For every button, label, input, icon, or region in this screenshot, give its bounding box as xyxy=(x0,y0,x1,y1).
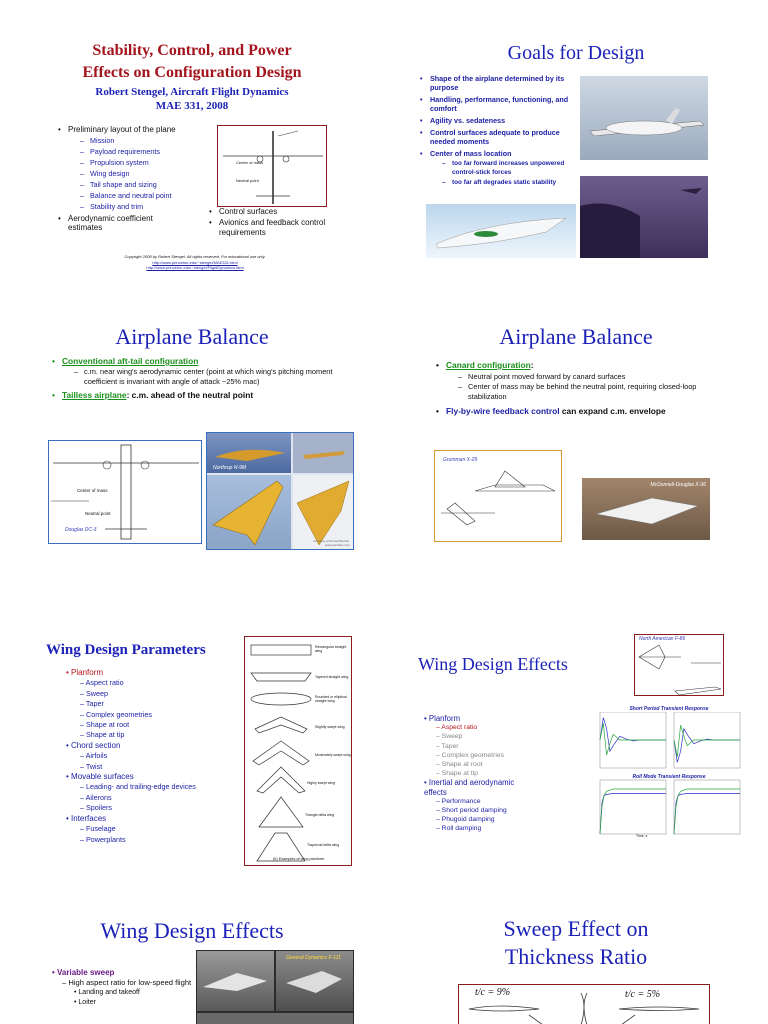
sub-item: – Short period damping xyxy=(436,807,507,815)
thickness-figure xyxy=(458,984,710,1024)
sub-item: – Shape at root xyxy=(80,720,130,730)
tailless-link[interactable]: Tailless airplane xyxy=(62,390,127,400)
n9m-far xyxy=(293,433,354,473)
group-subs xyxy=(66,782,242,813)
bullet: • Preliminary layout of the plane – Mission – Payload requirements – Propulsion system – Wing design – Tail shape and sizing – Balance and neutral point – Stability and trim xyxy=(58,125,218,212)
sub-item: – c.m. near wing's aerodynamic center (point at which wing's pitching moment coefficient is invariant with angle of attack ~25% mac) xyxy=(74,367,352,387)
sub-item: – Neutral point moved forward by canard surfaces xyxy=(458,372,736,382)
wing-label: Moderately swept wing xyxy=(315,753,351,757)
slide-2-sub-list xyxy=(442,160,574,188)
slide-7 xyxy=(0,910,384,1024)
f111-photo-1 xyxy=(197,951,274,1011)
sub-item: – Taper xyxy=(80,699,104,709)
center-of-mass-label: Center of mass xyxy=(77,488,108,493)
slide-7-list xyxy=(52,968,192,1008)
sub-item: – Payload requirements xyxy=(80,146,218,157)
sub-item: – Sweep xyxy=(80,688,108,698)
tc-5-label: t/c = 5% xyxy=(625,989,661,1000)
sub-item: – Airfoils xyxy=(80,751,108,761)
x29-drawing xyxy=(435,451,562,542)
slide-3-sub-list xyxy=(74,367,352,387)
sub-item: – Shape at tip xyxy=(436,770,478,778)
n9m-photo-2 xyxy=(293,433,354,473)
slide-1-course: MAE 331, 2008 xyxy=(155,100,229,112)
n9m-photo-3 xyxy=(207,475,291,550)
slide-4-sub-list xyxy=(458,372,736,402)
slide-4-bullets xyxy=(436,360,736,417)
transient-response-charts xyxy=(594,712,744,842)
fig-label-center-of-mass: Center of mass xyxy=(236,160,264,165)
link-2[interactable]: http://www.princeton.edu/~stengel/FlightDynamics.html xyxy=(146,265,244,270)
slide-4 xyxy=(384,312,768,596)
bullet: • Canard configuration: – Neutral point moved forward by canard surfaces – Center of mass may be behind the neutral point, requiring closed-loop stabilization xyxy=(436,360,736,402)
slide-1-right-bullets xyxy=(209,207,349,238)
wing-label: Slightly swept wing xyxy=(315,725,345,729)
dc3-caption: Douglas DC-3 xyxy=(65,527,97,533)
group-chord xyxy=(66,741,242,772)
wing-label: Trapezoid delta wing xyxy=(307,843,340,847)
sub-item: – Shape at root xyxy=(436,761,483,769)
planform-subs xyxy=(424,723,594,778)
bullet: • Control surfaces adequate to produce needed moments xyxy=(420,128,574,146)
sub-item: – Tail shape and sizing xyxy=(80,179,218,190)
slide-6 xyxy=(384,626,768,910)
conventional-link[interactable]: Conventional aft-tail configuration xyxy=(62,356,199,366)
photo-credit: Courtesy of Ahmad Brohan, www.aerofiles.com xyxy=(313,539,350,547)
sub-sub-item: • Loiter xyxy=(74,999,96,1006)
x36-photo xyxy=(582,478,710,540)
wing-label: Triangle delta wing xyxy=(305,813,335,817)
bullet: • Center of mass location – too far forward increases unpowered control-stick forces – too far aft degrades static stability xyxy=(420,149,574,188)
sub-item: – Complex geometries xyxy=(436,751,505,759)
group-movable xyxy=(66,772,242,814)
slide-7-title: Wing Design Effects xyxy=(100,918,284,943)
group-planform xyxy=(66,668,242,741)
slide-8 xyxy=(384,910,768,1024)
group-subs xyxy=(66,751,242,772)
slide-3 xyxy=(0,312,384,596)
sub-item: – too far forward increases unpowered control-stick forces xyxy=(442,160,574,177)
wing-label: Tapered straight wing xyxy=(315,675,349,679)
sub-item: – Complex geometries xyxy=(80,709,152,719)
group-label: • Planform xyxy=(66,668,104,677)
planform-figure xyxy=(244,636,352,866)
sub-item: – Spoilers xyxy=(80,803,112,813)
bullet xyxy=(52,356,352,387)
slide-2 xyxy=(384,28,768,312)
slide-8-title-line-2: Thickness Ratio xyxy=(504,944,648,969)
global-hawk-photo xyxy=(580,76,708,160)
x36-caption: McDonnell-Douglas X-36 xyxy=(650,482,706,488)
sub-item: – too far aft degrades static stability xyxy=(442,179,574,188)
group-label: • Interfaces xyxy=(66,813,107,823)
chart-title-short-period: Short Period Transient Response xyxy=(629,706,709,712)
neutral-point-label: Neutral point xyxy=(85,511,111,516)
group-subs xyxy=(66,678,242,740)
slide-5 xyxy=(0,626,384,910)
n9m-top xyxy=(207,475,291,550)
wing-label: Rectangular straight wing xyxy=(315,645,347,653)
planform-shapes xyxy=(245,637,352,866)
bullet: • Avionics and feedback control requirements xyxy=(209,218,349,238)
sub-item: – Wing design xyxy=(80,168,218,179)
sub-item: – Powerplants xyxy=(80,834,126,844)
x29-figure xyxy=(434,450,562,542)
dc3-figure xyxy=(48,440,202,544)
slide-1 xyxy=(0,28,384,312)
sub-item: – Sweep xyxy=(436,733,463,741)
slide-1-title-line-2: Effects on Configuration Design xyxy=(82,64,302,81)
f86-caption: North American F-86 xyxy=(639,636,686,642)
f86-drawing xyxy=(635,635,724,696)
bullet: • Agility vs. sedateness xyxy=(420,116,574,125)
x-plane-photo xyxy=(426,204,576,258)
wing-label: Rounded or elliptical straight wing xyxy=(315,695,347,703)
jet-drawing xyxy=(426,204,576,258)
f111-photos xyxy=(196,950,354,1024)
sub-item: – Ailerons xyxy=(80,792,112,802)
dc3-drawing xyxy=(218,126,327,207)
slide-2-bullets xyxy=(420,74,574,188)
canard-link[interactable]: Canard configuration xyxy=(446,360,531,370)
sub-item: – Propulsion system xyxy=(80,157,218,168)
bullet: • Control surfaces xyxy=(209,207,349,217)
sub-item: – Center of mass may be behind the neutral point, requiring closed-loop stabilization xyxy=(458,382,736,402)
sub-item: – Fuselage xyxy=(80,824,116,834)
sub-item: – Roll damping xyxy=(436,825,482,833)
sub-item: – Aspect ratio xyxy=(80,678,124,688)
sub-item: – High aspect ratio for low-speed flight xyxy=(62,978,192,987)
copyright: Copyright 2008 by Robert Stengel. All rights reserved. For educational use only. xyxy=(124,254,266,259)
slide-3-title: Airplane Balance xyxy=(115,324,269,349)
sub-item: – Shape at tip xyxy=(80,730,125,740)
f111-spread xyxy=(197,951,274,1011)
sub-sub-item: • Landing and takeoff xyxy=(74,989,140,996)
bullet-planform: • Planform xyxy=(424,714,461,723)
dc3-diagram xyxy=(217,125,327,207)
sub-item: – Twist xyxy=(80,761,103,771)
x29-caption: Grumman X-29 xyxy=(443,457,478,463)
group-label: • Chord section xyxy=(66,740,121,750)
slide-8-title-line-1: Sweep Effect on xyxy=(503,916,649,941)
bullet: • Tailless airplane: c.m. ahead of the neutral point xyxy=(52,390,352,400)
slide-2-title: Goals for Design xyxy=(507,42,645,64)
group-interfaces xyxy=(66,814,242,845)
chart-frame xyxy=(674,780,740,834)
747-photo xyxy=(580,176,708,258)
bullet-effects: • Inertial and aerodynamic effects xyxy=(424,778,515,797)
chart-title-roll: Roll Mode Transient Response xyxy=(632,774,706,780)
sub-item: – Mission xyxy=(80,135,218,146)
sub-item: – Taper xyxy=(436,742,459,750)
flying-wing-photos xyxy=(206,432,354,550)
time-axis-label: Time, s xyxy=(636,834,648,838)
group-label: • Movable surfaces xyxy=(66,772,134,782)
sub-item: – Phugoid damping xyxy=(436,816,495,824)
planform-caption: (b) Examples of wing planform. xyxy=(273,857,326,861)
sub-item: – Aspect ratio xyxy=(436,724,478,732)
slide-6-list xyxy=(424,714,594,834)
link-1[interactable]: http://www.princeton.edu/~stengel/MAE331.html xyxy=(152,260,238,265)
uav-drawing xyxy=(580,76,708,160)
sub-item: – Performance xyxy=(436,797,481,805)
f111-photo-row-2 xyxy=(197,1013,353,1024)
bullet: • Handling, performance, functioning, and comfort xyxy=(420,95,574,113)
slide-5-list xyxy=(66,668,242,845)
sub-item: – Balance and neutral point xyxy=(80,190,218,201)
slide-4-title: Airplane Balance xyxy=(499,324,653,349)
wing-label: Highly swept wing xyxy=(307,781,336,785)
jumbo-drawing xyxy=(580,176,708,258)
fig-label-neutral-point: Neutral point xyxy=(236,178,259,183)
slide-1-title-line-1: Stability, Control, and Power xyxy=(92,42,292,59)
effects-subs xyxy=(424,797,594,834)
bullet: • Shape of the airplane determined by its purpose xyxy=(420,74,574,92)
bullet: • Fly-by-wire feedback control can expand c.m. envelope xyxy=(436,406,736,417)
group-subs xyxy=(66,824,242,845)
tc-9-label: t/c = 9% xyxy=(475,987,511,998)
slide-5-title: Wing Design Parameters xyxy=(46,642,206,658)
slide-1-author: Robert Stengel, Aircraft Flight Dynamics xyxy=(95,86,289,98)
sub-item: – Stability and trim xyxy=(80,201,218,212)
slide-1-bullets xyxy=(58,125,218,232)
sub-item: – Leading- and trailing-edge devices xyxy=(80,782,196,792)
slide-3-bullets xyxy=(52,356,352,400)
n9m-caption: Northrop N-9M xyxy=(213,465,247,471)
slide-1-sub-list xyxy=(80,135,218,212)
f111-caption: General Dynamics F-111 xyxy=(286,955,341,961)
bullet: • Aerodynamic coefficient estimates xyxy=(58,214,188,232)
chart-frame xyxy=(600,780,666,834)
slide-6-title: Wing Design Effects xyxy=(418,654,568,674)
bullet-variable-sweep: • Variable sweep xyxy=(52,968,115,977)
f86-figure xyxy=(634,634,724,696)
